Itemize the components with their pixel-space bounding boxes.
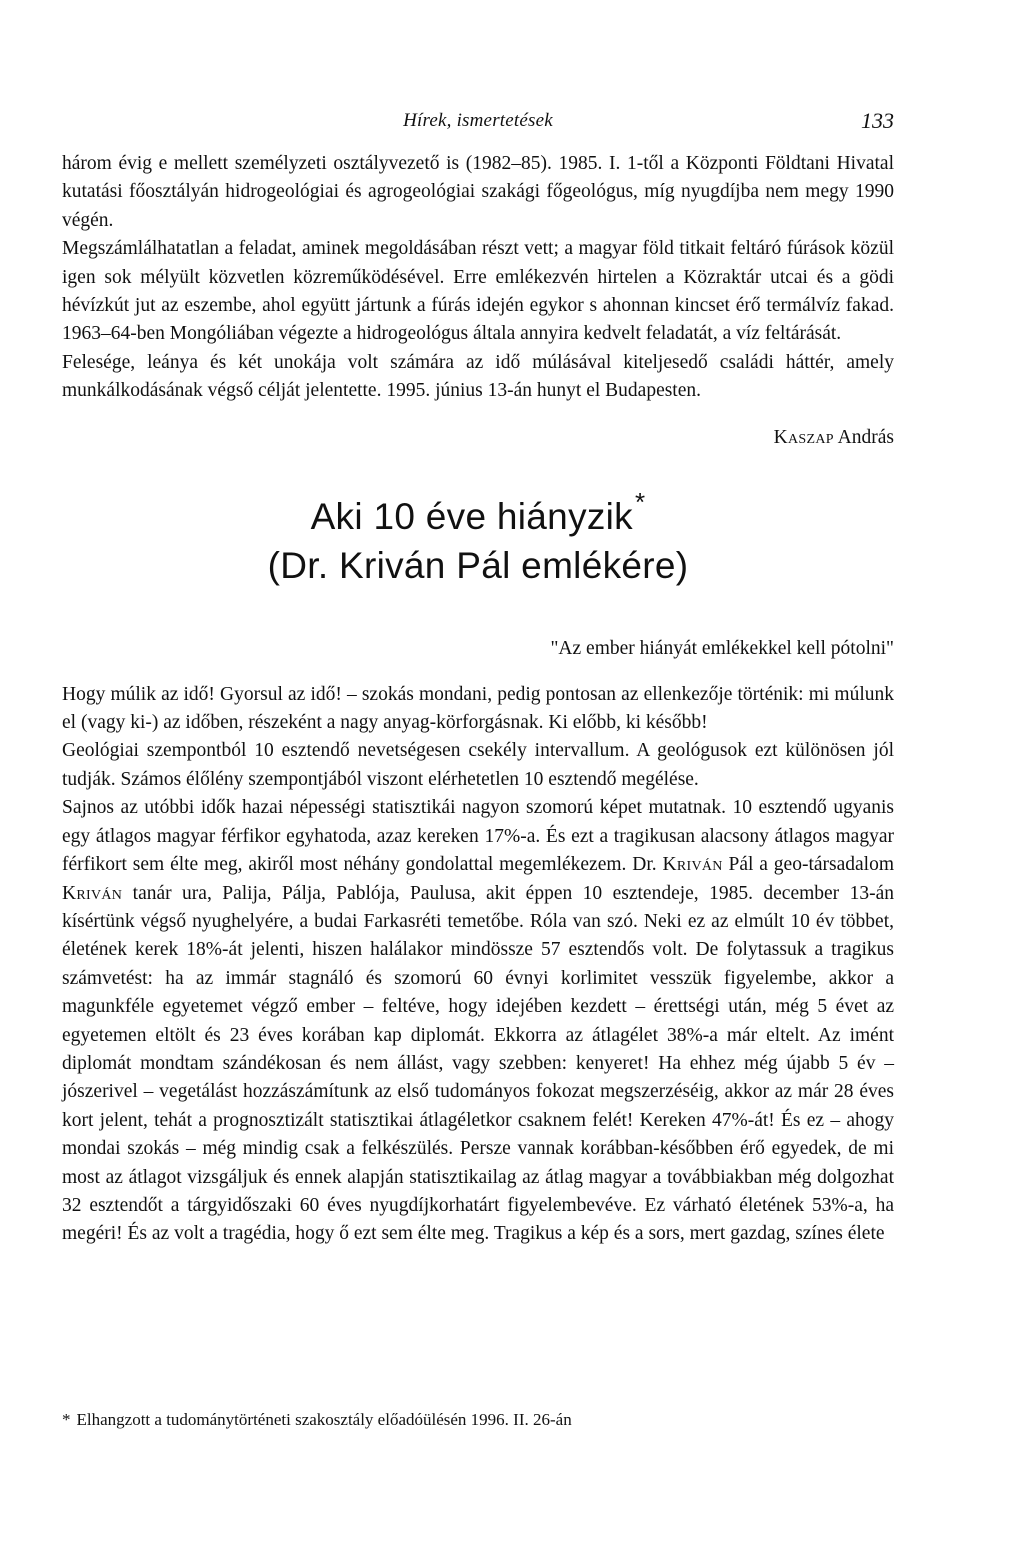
article-paragraph-3: [62, 794, 894, 1249]
footnote-marker: *: [62, 1410, 71, 1429]
article-body: [62, 681, 894, 1249]
author-surname: Kaszap: [773, 426, 834, 448]
page: [62, 110, 894, 1249]
previous-paragraph-2: Megszámlálhatatlan a feladat, aminek megoldásában részt vett; a magyar föld titkait feltáró fúrások közül igen sok mélyült közvetlen közreműködésével. Erre emlékezvén hirtelen a Közraktár utcai és a gödi hévízkút jut az eszembe, ahol együtt jártunk a fúrás idején egykor s ahonnan kincset érő termálvíz fakad. 1963–64-ben Mongóliában végezte a hidrogeológus általa annyira kedvelt feladatát, a víz feltárását.: [62, 238, 894, 345]
surname-kriván-2: Kriván: [62, 882, 123, 904]
page-number: 133: [861, 108, 894, 133]
article-paragraph-3-text: Sajnos az utóbbi idők hazai népességi statisztikái nagyon szomorú képet mutatnak. 10 esztendő ugyanis egy átlagos magyar férfikor egyhatoda, azaz kereken 17%-a. És ezt a tragikusan alacsony átlagos magyar férfikort sem élte meg, akiről most néhány gondolattal megemlékezem.: [62, 797, 894, 876]
dr-prefix: Dr.: [632, 854, 657, 876]
previous-paragraph-3: Felesége, leánya és két unokája volt számára az idő múlásával kiteljesedő családi háttér, amely munkálkodásának végső célját jelentette. 1995. június 13-án hunyt el Budapesten.: [62, 351, 894, 402]
footnote: [62, 1408, 894, 1432]
paragraph-3-mid: Pál a geo-társadalom: [728, 854, 894, 876]
article-title: [62, 478, 894, 590]
author-given-name: András: [837, 426, 894, 448]
running-title: Hírek, ismertetések: [403, 110, 553, 131]
author-signature: [62, 424, 894, 452]
article-paragraph-1: Hogy múlik az idő! Gyorsul az idő! – szokás mondani, pedig pontosan az ellenkezője történik: mi múlunk el (vagy ki-) az időben, részeként a nagy anyag-körforgásnak. Ki előbb, ki később!: [62, 683, 894, 734]
previous-paragraph-1: három évig e mellett személyzeti osztályvezető is (1982–85). 1985. I. 1-től a Központi Földtani Hivatal kutatási főosztályán hidrogeológiai és agrogeológiai szakági főgeológus, míg nyugdíjba nem megy 1990 végén.: [62, 153, 894, 231]
article-paragraph-2: Geológiai szempontból 10 esztendő nevetségesen csekély intervallum. A geológusok ezt különösen jól tudják. Számos élőlény szempontjából viszont elérhetetlen 10 esztendő megélése.: [62, 740, 894, 790]
footnote-text: Elhangzott a tudománytörténeti szakosztály előadóülésén 1996. II. 26-án: [76, 1410, 572, 1429]
title-line-2: (Dr. Kriván Pál emlékére): [267, 544, 689, 586]
title-line-1: [62, 478, 894, 541]
title-footnote-mark: *: [635, 486, 646, 517]
title-line-1-text: Aki 10 éve hiányzik: [310, 495, 633, 537]
paragraph-3-rest: tanár ura, Palija, Pálja, Pablója, Paulusa, akit éppen 10 esztendeje, 1985. december 13-án kísértünk végső nyughelyére, a budai Farkasréti temetőbe. Róla van szó. Neki ez az elmúlt 10 év többet, életének kerek 18%-át jelenti, hiszen halálakor mindössze 57 esztendős volt. De folytassuk a tragikus számvetést: ha az immár stagnáló és szomorú 60 évnyi korlimitet vesszük figyelembe, akkor a magunkféle egyetemet végző ember – feltéve, hogy idejében kezdett – érettségi után, még 5 évet az egyetemen eltölt és 23 éves korában kap diplomát. Ekkorra az átlagélet 38%-a már eltelt. Az imént diplomát mondtam szándékosan és nem állást, vagy szebben: kenyeret! Ha ehhez még újabb 5 év – jószerivel – vegetálást hozzászámítunk az első tudományos fokozat megszerzéséig, akkor az már 28 éves kort jelent, tehát a prognosztizált statisztikai átlagéletkor csaknem felét! Kereken 47%-át! És ez – ahogy mondai szokás – még mindig csak a felkészülés. Persze vannak korábban-későbben érő egyedek, de mi most az átlagot vizsgáljuk és ennek alapján statisztikailag az átlag magyar a továbbiakban még dolgozhat 32 esztendőt a tárgyidőszaki 60 éves nyugdíjkorhatárt figyelembevéve. Ez várható életének 53%-a, ha megéri! És az volt a tragédia, hogy ő ezt sem élte meg. Tragikus a kép és a sors, mert gazdag, színes élete: [62, 882, 895, 1245]
surname-kriván-1: Kriván: [662, 854, 723, 876]
previous-article: [62, 150, 894, 452]
motto-quote: "Az ember hiányát emlékekkel kell pótolni": [550, 637, 894, 659]
running-head: [62, 110, 894, 150]
